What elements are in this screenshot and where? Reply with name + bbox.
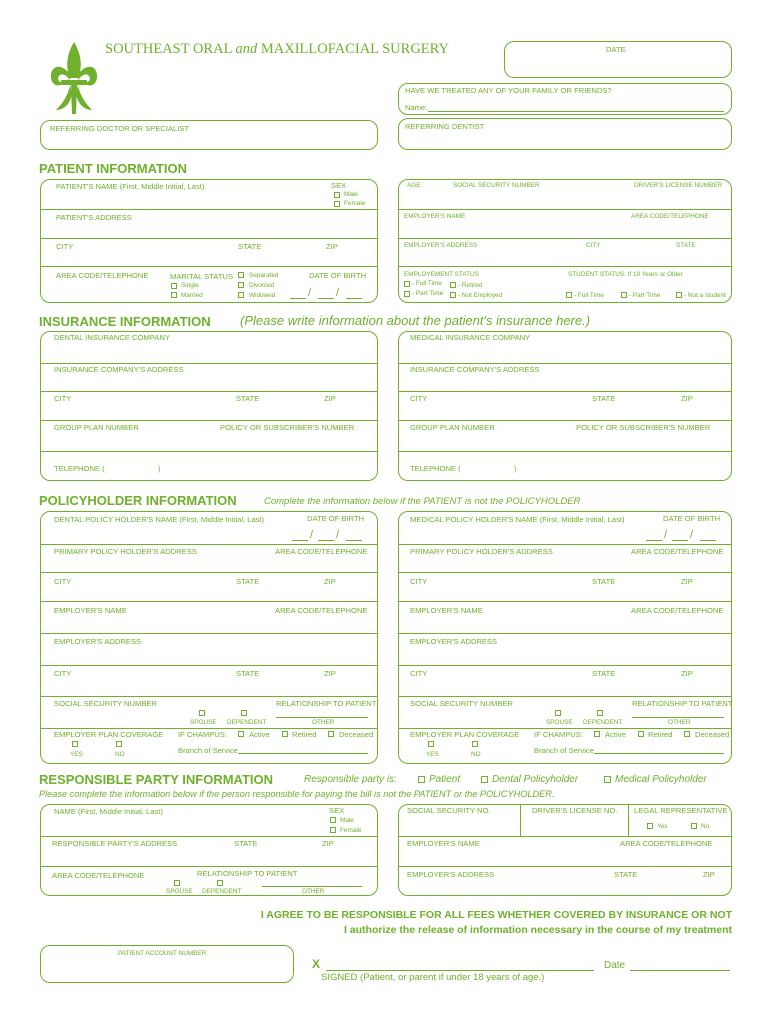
responsible-employer-zip-label: ZIP — [703, 870, 715, 879]
medical-company-address-label: INSURANCE COMPANY'S ADDRESS — [410, 365, 540, 374]
policyholder-note: Complete the information below if the PATIENT is not the POLICYHOLDER — [264, 496, 581, 507]
dental-holder-name-label: DENTAL POLICY HOLDER'S NAME (First, Middle Initial, Last) — [54, 515, 265, 524]
female-checkbox[interactable] — [334, 201, 340, 207]
medical-dependent-checkbox[interactable] — [597, 710, 603, 716]
medical-spouse-checkbox[interactable] — [555, 710, 561, 716]
name-label: Name: — [405, 103, 428, 112]
dental-active-label: Active — [249, 730, 270, 739]
dental-plan-coverage-label: EMPLOYER PLAN COVERAGE — [54, 730, 164, 739]
dental-holder-relationship-label: RELATIONSHIP TO PATIENT — [276, 699, 377, 708]
responsible-sex-label: SEX — [329, 806, 345, 815]
title-and: and — [235, 41, 258, 57]
medical-active-checkbox[interactable] — [594, 731, 600, 737]
responsible-ssn-label: SOCIAL SECURITY NO. — [407, 806, 491, 815]
medical-group-label: GROUP PLAN NUMBER — [410, 423, 495, 432]
retired-label: - Retired — [458, 282, 483, 289]
medical-zip-label: ZIP — [681, 394, 693, 403]
date-slash: / — [336, 287, 340, 299]
student-status-label: STUDENT STATUS: If 19 Years or Older — [568, 271, 683, 278]
patient-name-label: PATIENT'S NAME (First, Middle Initial, Last) — [56, 182, 205, 191]
employer-state-label: STATE — [676, 242, 696, 249]
male-label: Male — [344, 191, 358, 198]
date-slash: / — [690, 529, 694, 541]
medical-dependent-label: DEPENDENT — [583, 719, 623, 726]
dental-yes-label: YES — [70, 751, 83, 758]
practice-title — [105, 42, 449, 57]
medical-holder-state2-label: STATE — [592, 669, 616, 678]
party-patient-checkbox[interactable] — [418, 776, 425, 783]
responsible-dependent-checkbox[interactable] — [217, 880, 223, 886]
student-part-time-checkbox[interactable] — [621, 292, 627, 298]
medical-holder-city-label: CITY — [410, 577, 428, 586]
dental-holder-city-label: CITY — [54, 577, 72, 586]
medical-yes-label: YES — [426, 751, 439, 758]
medical-deceased-label: Deceased — [695, 730, 730, 739]
responsible-party-note: Please complete the information below if the person responsible for paying the bill is not the PATIENT or the POLICYHOLDER. — [39, 789, 555, 799]
employer-address-label: EMPLOYER'S ADDRESS — [404, 242, 478, 249]
dental-group-label: GROUP PLAN NUMBER — [54, 423, 139, 432]
dental-holder-address-label: PRIMARY POLICY HOLDER'S ADDRESS — [54, 547, 197, 556]
dental-holder-city2-label: CITY — [54, 669, 72, 678]
separated-label: Separated — [249, 272, 279, 279]
title-part: SOUTHEAST ORAL — [105, 41, 236, 57]
medical-insurance-block — [398, 331, 732, 481]
dental-holder-state-label: STATE — [236, 577, 260, 586]
employment-status-label: EMPLOYEMENT STATUS — [404, 271, 479, 278]
responsible-other-label: OTHER — [302, 888, 325, 895]
responsible-male-label: Male — [340, 817, 354, 824]
dental-coverage-yes-checkbox[interactable] — [72, 741, 78, 747]
medical-holder-zip-label: ZIP — [681, 577, 693, 586]
drivers-license-label: DRIVER'S LICENSE NUMBER — [634, 182, 723, 189]
date-slash: / — [308, 287, 312, 299]
dental-holder-zip-label: ZIP — [324, 577, 336, 586]
medical-holder-relationship-label: RELATIONSHIP TO PATIENT — [632, 699, 733, 708]
dental-dependent-label: DEPENDENT — [227, 719, 267, 726]
responsible-name-label: NAME (First, Middle Initial, Last) — [54, 807, 163, 816]
dental-telephone-label: TELEPHONE ( — [54, 464, 105, 473]
responsible-left-block — [40, 804, 378, 896]
signature-date-line[interactable] — [630, 970, 730, 971]
medical-holder-dob-label: DATE OF BIRTH — [663, 514, 721, 523]
legal-rep-yes-label: Yes — [657, 823, 668, 830]
responsible-female-label: Female — [340, 827, 362, 834]
patient-right-block — [398, 179, 732, 303]
area-telephone-label: AREA CODE/TELEPHONE — [56, 271, 149, 280]
party-patient-label: Patient — [429, 774, 461, 785]
medical-holder-telephone-label: AREA CODE/TELEPHONE — [631, 547, 724, 556]
medical-policy-label: POLICY OR SUBSCRIBER'S NUMBER — [576, 423, 711, 432]
dental-champus-label: IF CHAMPUS: — [178, 730, 227, 739]
date-slash: / — [336, 529, 340, 541]
medical-holder-city2-label: CITY — [410, 669, 428, 678]
medical-holder-name-label: MEDICAL POLICY HOLDER'S NAME (First, Middle Initial, Last) — [410, 515, 625, 524]
party-dental-label: Dental Policyholder — [492, 774, 579, 785]
dental-retired-checkbox[interactable] — [282, 731, 288, 737]
dental-company-address-label: INSURANCE COMPANY'S ADDRESS — [54, 365, 184, 374]
dental-policy-label: POLICY OR SUBSCRIBER'S NUMBER — [220, 423, 355, 432]
ssn-label: SOCIAL SECURITY NUMBER — [453, 182, 540, 189]
state-label: STATE — [238, 242, 262, 251]
employer-telephone-label: AREA CODE/TELEPHONE — [631, 213, 709, 220]
date-slash: / — [664, 529, 668, 541]
zip-label: ZIP — [326, 242, 338, 251]
dental-retired-label: Retired — [292, 730, 317, 739]
party-medical-checkbox[interactable] — [604, 776, 611, 783]
party-medical-label: Medical Policyholder — [615, 774, 707, 785]
dental-other-label: OTHER — [312, 719, 335, 726]
medical-holder-ssn-label: SOCIAL SECURITY NUMBER — [410, 699, 513, 708]
responsible-employer-label: EMPLOYER'S NAME — [407, 839, 480, 848]
dental-holder-zip2-label: ZIP — [324, 669, 336, 678]
medical-plan-coverage-label: EMPLOYER PLAN COVERAGE — [410, 730, 520, 739]
responsible-male-checkbox[interactable] — [330, 817, 336, 823]
not-employed-checkbox[interactable] — [450, 292, 456, 298]
dental-holder-telephone-label: AREA CODE/TELEPHONE — [275, 547, 368, 556]
insurance-note: (Please write information about the patient's insurance here.) — [240, 313, 591, 328]
medical-holder-employer-address-label: EMPLOYER'S ADDRESS — [410, 637, 498, 646]
dob-label: DATE OF BIRTH — [309, 271, 367, 280]
dental-zip-label: ZIP — [324, 394, 336, 403]
female-label: Female — [344, 200, 366, 207]
employer-city-label: CITY — [586, 242, 601, 249]
signed-caption: SIGNED (Patient, or parent if under 18 years of age.) — [321, 972, 545, 983]
divorced-checkbox[interactable] — [238, 282, 244, 288]
medical-telephone-close: ) — [514, 464, 517, 473]
dental-telephone-close: ) — [158, 464, 161, 473]
insurance-info-heading: INSURANCE INFORMATION — [39, 314, 211, 329]
responsible-state-label: STATE — [234, 839, 258, 848]
medical-company-label: MEDICAL INSURANCE COMPANY — [410, 333, 531, 342]
full-time-label: - Full Time — [412, 280, 442, 287]
not-student-label: - Not a student — [684, 292, 726, 299]
medical-state-label: STATE — [592, 394, 616, 403]
divorced-label: Divorced — [249, 282, 275, 289]
married-label: Married — [181, 292, 203, 299]
medical-spouse-label: SPOUSE — [546, 719, 573, 726]
medical-coverage-yes-checkbox[interactable] — [428, 741, 434, 747]
dental-holder-employer-tel-label: AREA CODE/TELEPHONE — [275, 606, 368, 615]
medical-retired-label: Retired — [648, 730, 673, 739]
dental-holder-state2-label: STATE — [236, 669, 260, 678]
dental-holder-dob-label: DATE OF BIRTH — [307, 514, 365, 523]
signature-x: X — [312, 957, 321, 971]
responsible-female-checkbox[interactable] — [330, 827, 336, 833]
policyholder-info-heading: POLICYHOLDER INFORMATION — [39, 493, 237, 508]
responsible-zip-label: ZIP — [322, 839, 334, 848]
medical-holder-state-label: STATE — [592, 577, 616, 586]
not-student-checkbox[interactable] — [676, 292, 682, 298]
dental-branch-label: Branch of Service — [178, 746, 238, 755]
date-label: DATE — [606, 45, 626, 54]
single-label: Single — [181, 282, 199, 289]
student-full-time-checkbox[interactable] — [566, 292, 572, 298]
part-time-label: - Part Time — [412, 290, 444, 297]
responsible-employer-tel-label: AREA CODE/TELEPHONE — [620, 839, 713, 848]
responsible-telephone-label: AREA CODE/TELEPHONE — [52, 871, 145, 880]
dental-insurance-block — [40, 331, 378, 481]
responsible-employer-state-label: STATE — [614, 870, 638, 879]
medical-telephone-label: TELEPHONE ( — [410, 464, 461, 473]
responsible-party-heading: RESPONSIBLE PARTY INFORMATION — [39, 772, 274, 787]
dental-company-label: DENTAL INSURANCE COMPANY — [54, 333, 170, 342]
dental-dependent-checkbox[interactable] — [241, 710, 247, 716]
marital-status-label: MARITAL STATUS — [170, 272, 234, 281]
dental-deceased-label: Deceased — [339, 730, 374, 739]
medical-deceased-checkbox[interactable] — [684, 731, 690, 737]
employer-name-label: EMPLOYER'S NAME — [404, 213, 466, 220]
dental-deceased-checkbox[interactable] — [328, 731, 334, 737]
referring-doctor-label: REFERRING DOCTOR OR SPECIALIST — [50, 124, 190, 133]
patient-address-label: PATIENT'S ADDRESS — [56, 213, 132, 222]
dental-active-checkbox[interactable] — [238, 731, 244, 737]
responsible-dl-label: DRIVER'S LICENSE NO. — [532, 806, 618, 815]
medical-holder-employer-label: EMPLOYER'S NAME — [410, 606, 483, 615]
patient-info-heading: PATIENT INFORMATION — [39, 161, 188, 176]
retired-checkbox[interactable] — [450, 282, 456, 288]
dental-coverage-no-checkbox[interactable] — [116, 741, 122, 747]
dental-holder-ssn-label: SOCIAL SECURITY NUMBER — [54, 699, 157, 708]
dental-no-label: NO — [115, 751, 125, 758]
student-full-time-label: - Full Time — [574, 292, 604, 299]
city-label: CITY — [56, 242, 74, 251]
medical-city-label: CITY — [410, 394, 428, 403]
medical-coverage-no-checkbox[interactable] — [472, 741, 478, 747]
medical-no-label: NO — [471, 751, 481, 758]
medical-holder-address-label: PRIMARY POLICY HOLDER'S ADDRESS — [410, 547, 553, 556]
medical-branch-label: Branch of Service — [534, 746, 594, 755]
medical-other-label: OTHER — [668, 719, 691, 726]
legal-representative-label: LEGAL REPRESENTATIVE — [634, 806, 728, 815]
agreement-statement: I AGREE TO BE RESPONSIBLE FOR ALL FEES WHETHER COVERED BY INSURANCE OR NOT — [260, 909, 732, 921]
responsible-employer-address-label: EMPLOYER'S ADDRESS — [407, 870, 495, 879]
responsible-party-is-label: Responsible party is: — [304, 774, 397, 785]
dental-spouse-label: SPOUSE — [190, 719, 217, 726]
dental-spouse-checkbox[interactable] — [199, 710, 205, 716]
part-time-checkbox[interactable] — [404, 291, 410, 297]
responsible-spouse-label: SPOUSE — [166, 888, 193, 895]
signature-line[interactable] — [326, 970, 594, 971]
sex-label: SEX — [331, 181, 347, 190]
not-employed-label: - Not Employed — [458, 292, 503, 299]
dental-state-label: STATE — [236, 394, 260, 403]
full-time-checkbox[interactable] — [404, 281, 410, 287]
legal-rep-yes-checkbox[interactable] — [647, 823, 653, 829]
date-slash: / — [310, 529, 314, 541]
title-part: MAXILLOFACIAL SURGERY — [257, 41, 449, 57]
referring-dentist-label: REFERRING DENTIST — [405, 122, 485, 131]
dental-city-label: CITY — [54, 394, 72, 403]
dental-holder-employer-address-label: EMPLOYER'S ADDRESS — [54, 637, 142, 646]
widowed-checkbox[interactable] — [238, 292, 244, 298]
separated-checkbox[interactable] — [238, 272, 244, 278]
responsible-right-block — [398, 804, 732, 896]
age-label: AGE — [407, 182, 421, 189]
married-checkbox[interactable] — [171, 292, 177, 298]
medical-holder-employer-tel-label: AREA CODE/TELEPHONE — [631, 606, 724, 615]
party-dental-checkbox[interactable] — [481, 776, 488, 783]
medical-champus-label: IF CHAMPUS: — [534, 730, 583, 739]
signature-date-label: Date — [604, 960, 626, 971]
dental-holder-employer-label: EMPLOYER'S NAME — [54, 606, 127, 615]
male-checkbox[interactable] — [334, 192, 340, 198]
responsible-dependent-label: DEPENDENT — [202, 888, 242, 895]
responsible-address-label: RESPONSIBLE PARTY'S ADDRESS — [52, 839, 178, 848]
single-checkbox[interactable] — [171, 283, 177, 289]
patient-left-block — [40, 179, 378, 303]
legal-rep-no-checkbox[interactable] — [691, 823, 697, 829]
authorization-statement: I authorize the release of information necessary in the course of my treatment — [343, 924, 732, 936]
widowed-label: Widowed — [249, 292, 276, 299]
medical-active-label: Active — [605, 730, 626, 739]
fleur-de-lis-icon — [48, 40, 100, 116]
medical-holder-zip2-label: ZIP — [681, 669, 693, 678]
student-part-time-label: - Part Time — [629, 292, 661, 299]
responsible-spouse-checkbox[interactable] — [174, 880, 180, 886]
family-question: HAVE WE TREATED ANY OF YOUR FAMILY OR FRIENDS? — [405, 86, 612, 95]
medical-retired-checkbox[interactable] — [638, 731, 644, 737]
legal-rep-no-label: No — [701, 823, 710, 830]
responsible-relationship-label: RELATIONSHIP TO PATIENT — [197, 869, 298, 878]
patient-account-label: PATIENT ACCOUNT NUMBER — [118, 950, 207, 957]
